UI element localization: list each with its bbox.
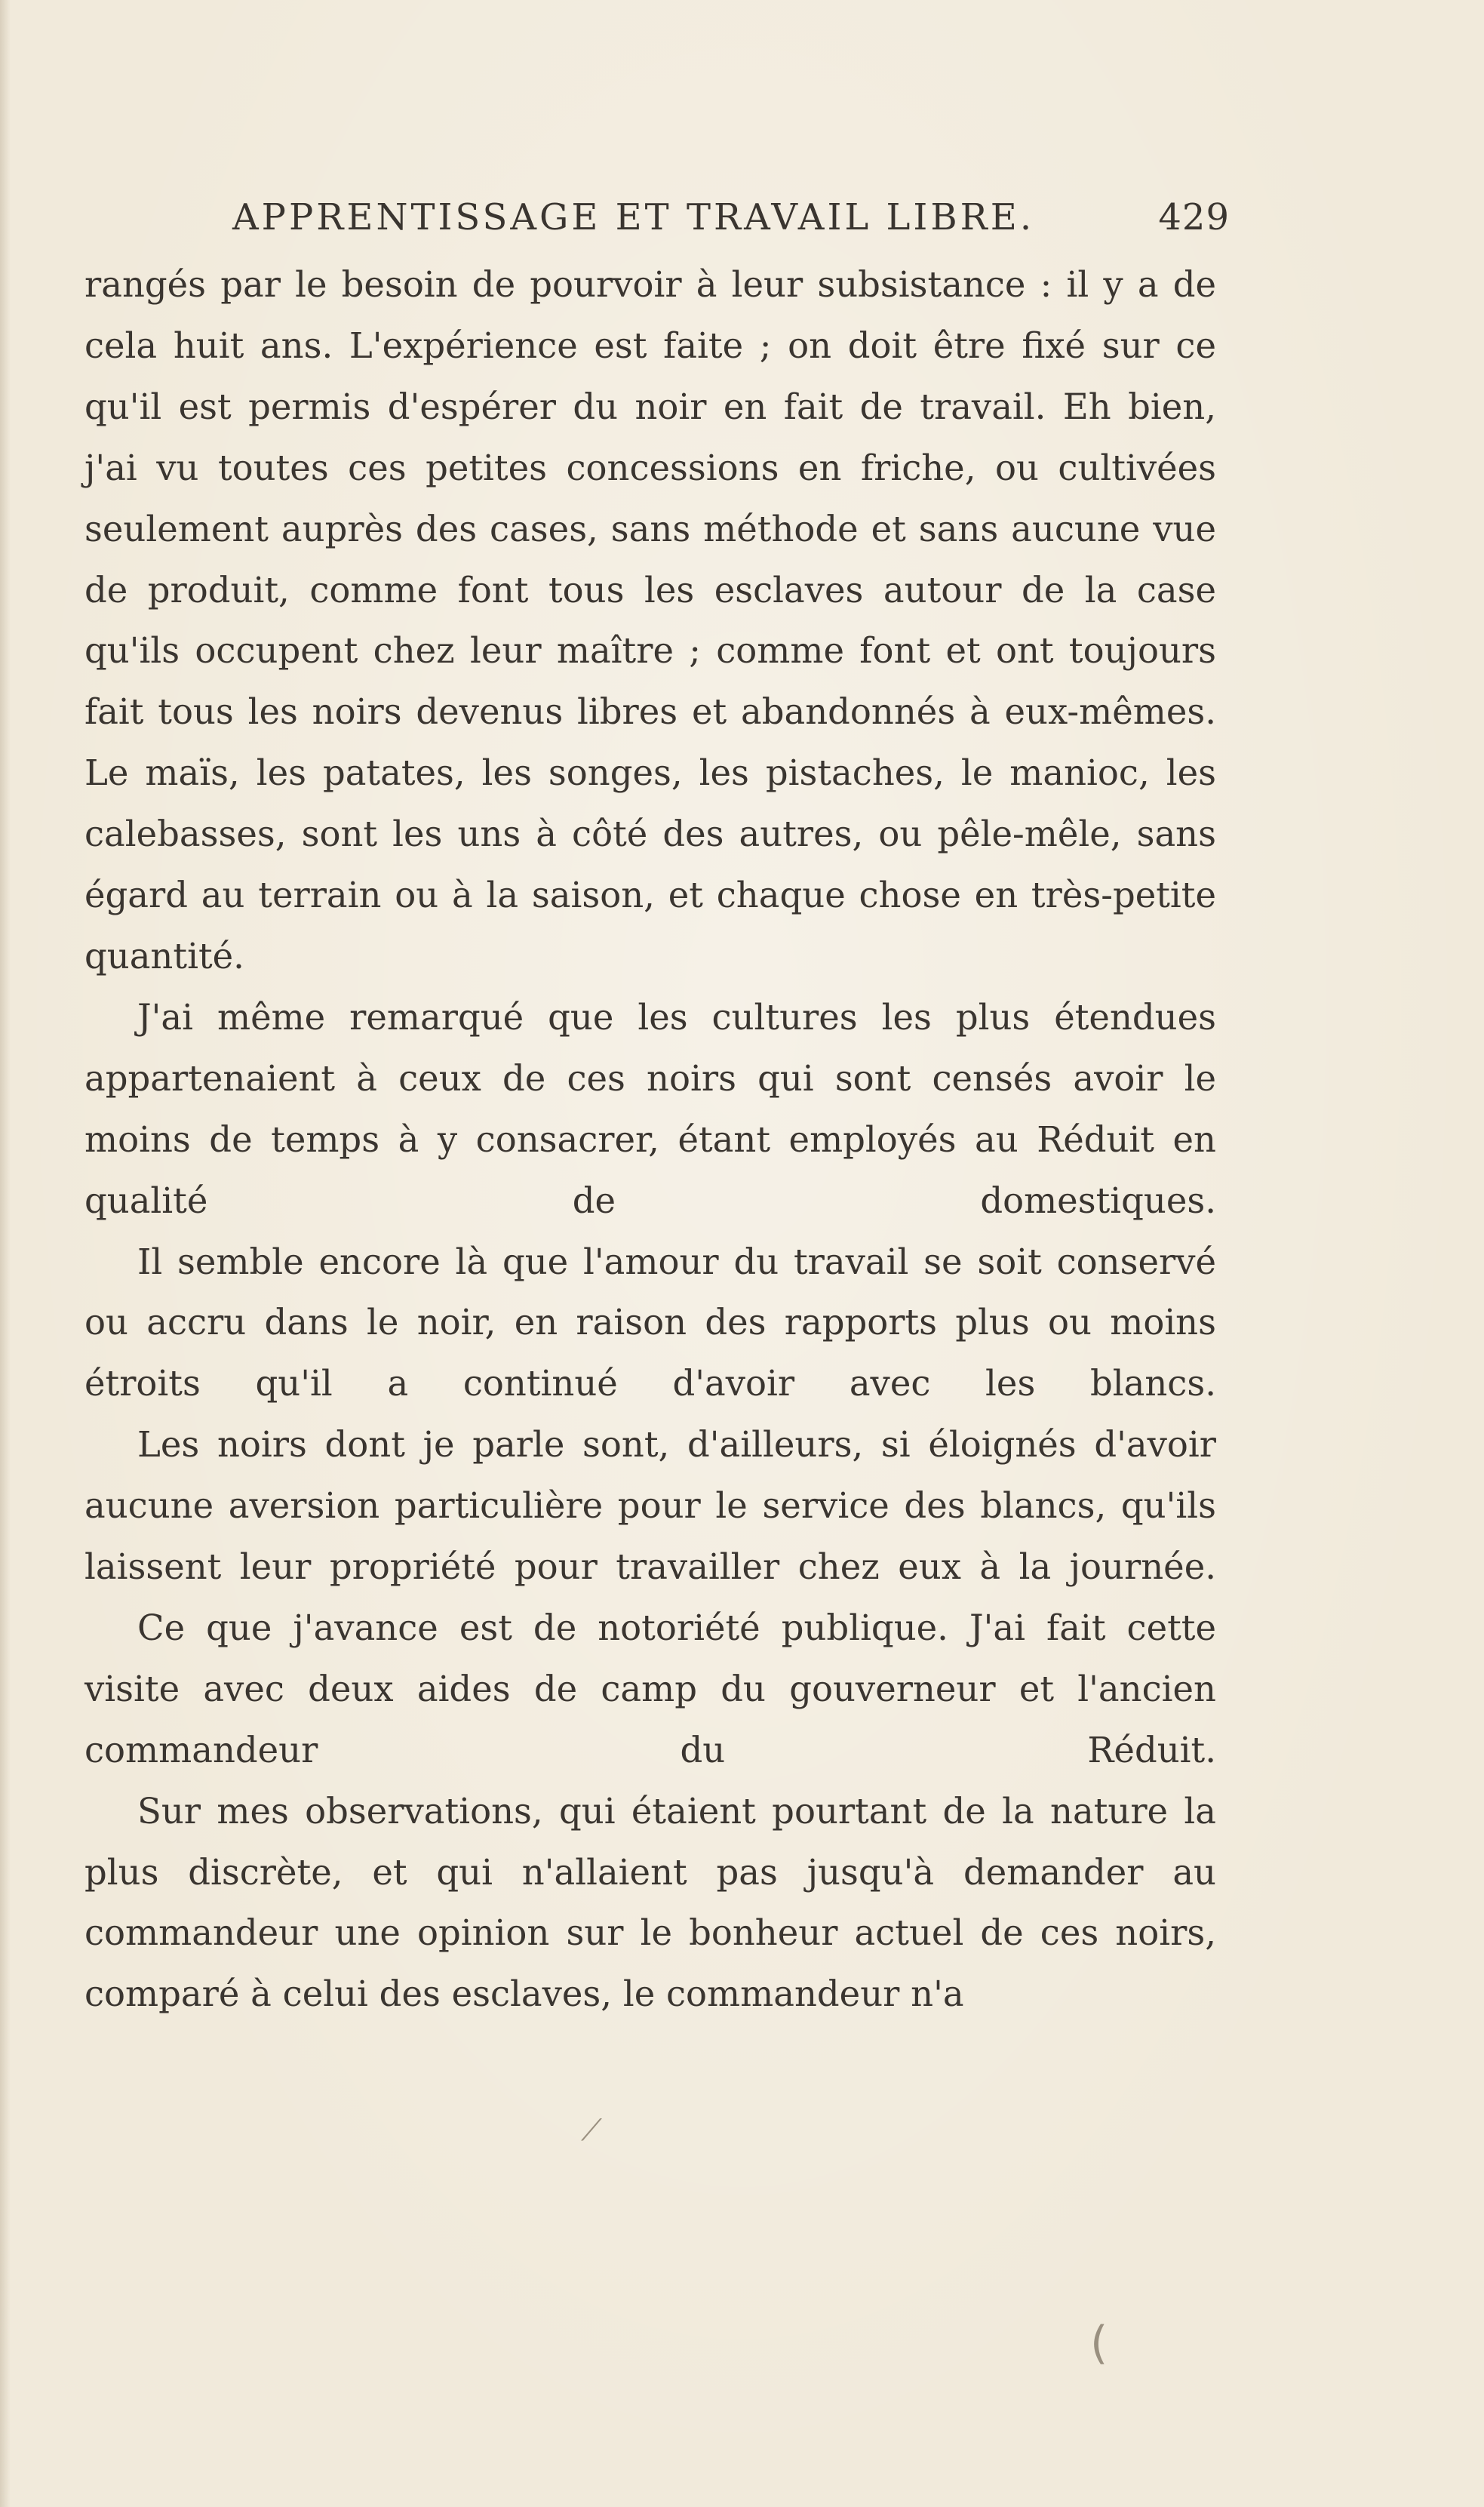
paragraph: J'ai même remarqué que les cultures les plus étendues appartenaient à ceux de ces noirs qui sont censés avoir le moins de temps à y consacrer, étant employés au Réduit en qualité de domestiques.	[84, 996, 1216, 1221]
paragraph: Les noirs dont je parle sont, d'ailleurs, si éloignés d'avoir aucune aversion particulière pour le service des blancs, qu'ils laissent leur propriété pour travailler chez eux à la journée.	[84, 1424, 1216, 1588]
paragraph-continued: rangés par le besoin de pourvoir à leur subsistance : il y a de cela huit ans. L'expérience est faite ; on doit être fixé sur ce qu'il est permis d'espérer du noir en fait de travail. Eh bien, j'ai vu toutes ces petites concessions en friche, ou cultivées seulement auprès des cases, sans méthode et sans aucune vue de produit, comme font tous les esclaves autour de la case qu'ils occupent chez leur maître ; comme font et ont toujours fait tous les noirs devenus libres et abandonnés à eux-mêmes. Le maïs, les patates, les songes, les pistaches, le manioc, les calebasses, sont les uns à côté des autres, ou pêle-mêle, sans égard au terrain ou à la saison, et chaque chose en très-petite quantité.	[84, 264, 1216, 977]
pencil-mark: ⟋	[581, 2113, 602, 2148]
paragraph: Il semble encore là que l'amour du travail se soit conservé ou accru dans le noir, en raison des rapports plus ou moins étroits qu'il a continué d'avoir avec les blancs.	[84, 1241, 1216, 1404]
page-number: 429	[1158, 196, 1230, 238]
page-edge-shadow	[0, 0, 11, 2507]
pencil-mark: (	[1090, 2317, 1108, 2370]
paragraph: Ce que j'avance est de notoriété publique. J'ai fait cette visite avec deux aides de camp du gouverneur et l'ancien commandeur du Réduit.	[84, 1607, 1216, 1770]
running-head-title: APPRENTISSAGE ET TRAVAIL LIBRE.	[232, 196, 1035, 238]
running-head	[232, 187, 1230, 248]
body-text	[84, 254, 1216, 2025]
paragraph-continues: Sur mes observations, qui étaient pourtant de la nature la plus discrète, et qui n'allaient pas jusqu'à demander au commandeur une opinion sur le bonheur actuel de ces noirs, comparé à celui des esclaves, le commandeur n'a	[84, 1790, 1216, 2015]
